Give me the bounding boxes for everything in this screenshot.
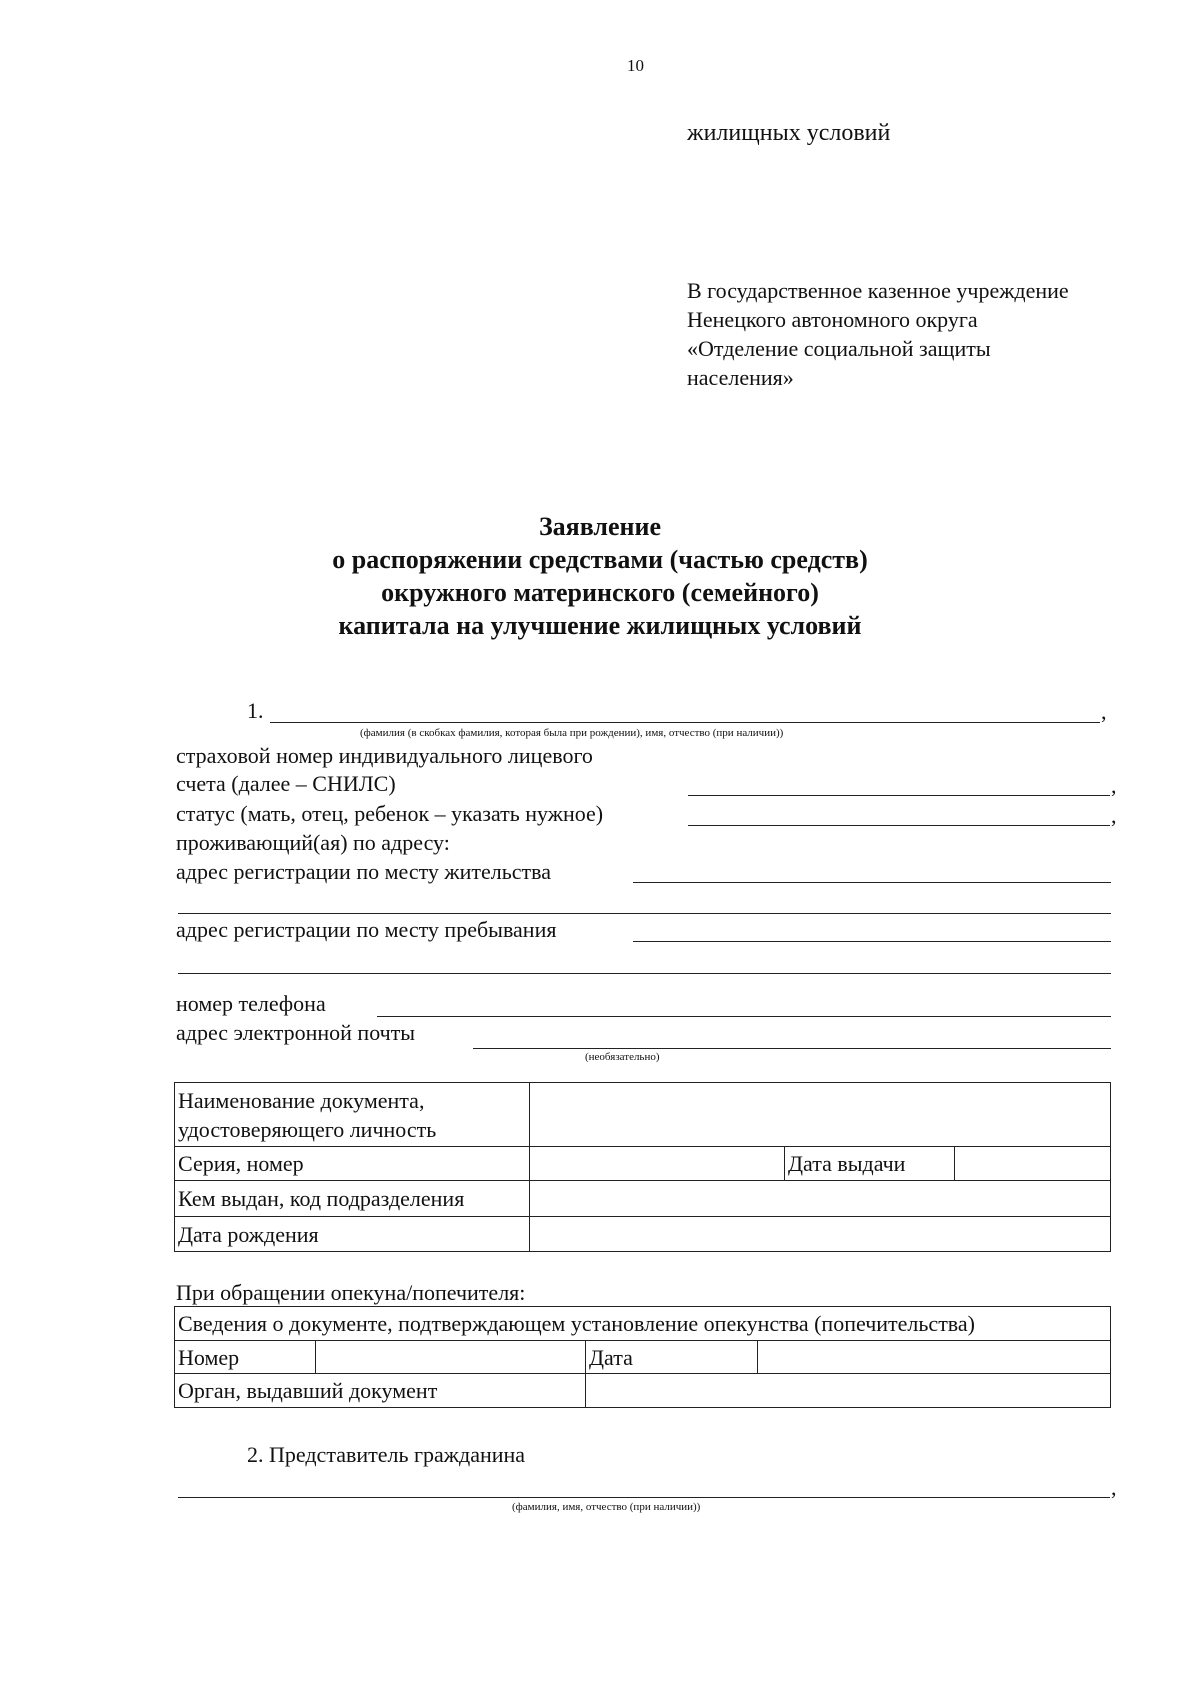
snils-label-line2: счета (далее – СНИЛС): [176, 771, 396, 796]
doc-name-label-line1: Наименование документа,: [178, 1087, 425, 1113]
section1-number: 1.: [247, 698, 264, 723]
email-field[interactable]: [473, 1048, 1111, 1049]
reg-stay-label: адрес регистрации по месту пребывания: [176, 917, 557, 942]
snils-label-line1: страховой номер индивидуального лицевого: [176, 743, 593, 768]
birth-date-label: Дата рождения: [175, 1217, 530, 1252]
doc-name-cell[interactable]: [530, 1083, 1111, 1147]
addressee-line: В государственное казенное учреждение: [687, 278, 1069, 303]
phone-label: номер телефона: [176, 991, 326, 1016]
status-field[interactable]: [688, 825, 1110, 826]
table-row: [175, 1341, 1111, 1374]
guardian-document-table: [174, 1306, 1111, 1408]
reg-residence-field-continued[interactable]: [178, 913, 1111, 914]
doc-name-label-line2: удостоверяющего личность: [178, 1116, 437, 1142]
addressee-line: населения»: [687, 365, 794, 390]
comma: ,: [1111, 1475, 1117, 1500]
birth-date-cell[interactable]: [530, 1217, 1111, 1252]
guardian-header: Сведения о документе, подтверждающем установление опекунства (попечительства): [175, 1307, 1111, 1341]
addressee-block: [687, 276, 1069, 392]
addressee-line: «Отделение социальной защиты: [687, 336, 991, 361]
comma: ,: [1111, 803, 1117, 828]
reg-residence-label: адрес регистрации по месту жительства: [176, 859, 552, 884]
full-name-caption: (фамилия (в скобках фамилия, которая была при рождении), имя, отчество (при наличии)): [360, 727, 784, 739]
comma: ,: [1111, 773, 1117, 798]
doc-name-label: [175, 1083, 530, 1147]
page-number: 10: [627, 56, 644, 75]
issued-by-label: Кем выдан, код подразделения: [175, 1181, 530, 1217]
representative-name-field[interactable]: [178, 1497, 1110, 1498]
comma: ,: [1101, 699, 1107, 724]
heading-line: Заявление: [538, 512, 662, 541]
guardian-number-cell[interactable]: [316, 1341, 586, 1374]
issue-date-cell[interactable]: [955, 1147, 1111, 1181]
reg-stay-field-continued[interactable]: [178, 973, 1111, 974]
identity-document-table: [174, 1082, 1111, 1252]
heading-line: капитала на улучшение жилищных условий: [338, 611, 862, 640]
guardian-intro: При обращении опекуна/попечителя:: [176, 1280, 526, 1305]
guardian-number-label: Номер: [175, 1341, 316, 1374]
snils-field[interactable]: [688, 795, 1110, 796]
heading-line: окружного материнского (семейного): [381, 578, 819, 607]
table-row: [175, 1083, 1111, 1147]
document-heading: [0, 510, 1200, 642]
addressee-line: Ненецкого автономного округа: [687, 307, 978, 332]
table-row: [175, 1181, 1111, 1217]
guardian-authority-cell[interactable]: [586, 1374, 1111, 1408]
email-caption: (необязательно): [585, 1051, 660, 1063]
guardian-authority-label: Орган, выдавший документ: [175, 1374, 586, 1408]
series-number-cell[interactable]: [530, 1147, 785, 1181]
guardian-date-label: Дата: [586, 1341, 758, 1374]
section2-title: 2. Представитель гражданина: [247, 1442, 526, 1467]
residing-label: проживающий(ая) по адресу:: [176, 830, 450, 855]
issue-date-label: Дата выдачи: [785, 1147, 955, 1181]
full-name-field[interactable]: [270, 722, 1100, 723]
reg-stay-field[interactable]: [633, 941, 1111, 942]
status-label: статус (мать, отец, ребенок – указать нужное): [176, 801, 604, 826]
top-continuation-title: жилищных условий: [687, 120, 891, 146]
issued-by-cell[interactable]: [530, 1181, 1111, 1217]
phone-field[interactable]: [377, 1016, 1111, 1017]
reg-residence-field[interactable]: [633, 882, 1111, 883]
email-label: адрес электронной почты: [176, 1020, 416, 1045]
table-row: [175, 1374, 1111, 1408]
series-number-label: Серия, номер: [175, 1147, 530, 1181]
representative-name-caption: (фамилия, имя, отчество (при наличии)): [512, 1501, 701, 1513]
guardian-date-cell[interactable]: [758, 1341, 1111, 1374]
table-row: [175, 1147, 1111, 1181]
heading-line: о распоряжении средствами (частью средств): [332, 545, 868, 574]
table-row: [175, 1307, 1111, 1341]
table-row: [175, 1217, 1111, 1252]
